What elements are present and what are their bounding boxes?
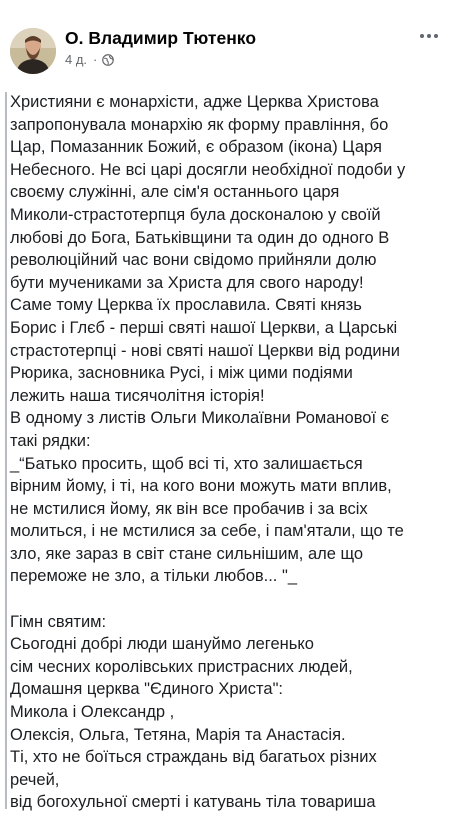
- post-line: Ті, хто не боїться страждань від багатьох різних: [10, 748, 377, 767]
- post-line: _“Батько просить, щоб всі ті, хто залишається: [10, 454, 363, 473]
- post-line: В одному з листів Ольги Миколаївни Романової є: [10, 409, 390, 428]
- post-line: Цар, Помазанник Божий, є образом (ікона) Царя: [10, 138, 382, 157]
- post-line: вірним йому, і ті, на кого вони можуть мати вплив,: [10, 477, 392, 496]
- more-dot: [420, 34, 424, 38]
- post-timestamp[interactable]: 4 д.: [65, 52, 88, 67]
- post-line: від богохульної смерті і катувань тіла товариша: [10, 793, 376, 812]
- post-line: бути мучениками за Христа для свого народу!: [10, 273, 364, 292]
- more-dot: [434, 34, 438, 38]
- post-line: любові до Бога, Батьківщини та один до одного В: [10, 228, 390, 247]
- post-line: не мстилися йому, як він все пробачив і за всіх: [10, 499, 368, 518]
- post-line: своєму служінні, але сім'я останнього царя: [10, 183, 340, 202]
- post-line: Домашня церква "Єдиного Христа":: [10, 680, 284, 699]
- post-line: Микола і Олександр ,: [10, 703, 175, 722]
- more-dot: [427, 34, 431, 38]
- author-avatar[interactable]: [10, 28, 56, 74]
- author-name[interactable]: О. Владимир Тютенко: [65, 28, 257, 48]
- meta-separator: ·: [93, 52, 98, 67]
- post-line: Гімн святим:: [10, 612, 107, 631]
- post-line: Борис і Глєб - перші святі нашої Церкви, а Царські: [10, 318, 398, 337]
- post-meta: [65, 52, 114, 67]
- post-line: Небесного. Не всі царі досягли необхідної подоби у: [10, 160, 406, 179]
- post-line: сім чесних королівських пристрасних людей,: [10, 657, 353, 676]
- post-line-blank: [10, 588, 450, 611]
- post-line: переможе не зло, а тільки любов... "_: [10, 567, 298, 586]
- post-line: Миколи-страстотерпця була досконалою у своїй: [10, 205, 381, 224]
- post-body: [10, 91, 450, 814]
- post-line: молиться, і не мстилися за себе, і пам'ятали, що те: [10, 522, 404, 541]
- avatar-photo: [10, 28, 56, 74]
- post-line: страстотерпці - нові святі нашої Церкви від родини: [10, 341, 400, 360]
- more-options-icon[interactable]: [417, 26, 441, 46]
- post-line: революційний час вони свідомо прийняли долю: [10, 251, 377, 270]
- quote-bar: [5, 92, 7, 809]
- post-line: такі рядки:: [10, 431, 91, 450]
- post-line: лежить наша тисячолітня історія!: [10, 386, 265, 405]
- post-line: речей,: [10, 770, 60, 789]
- post-line: Олексія, Ольга, Тетяна, Марія та Анастасія.: [10, 725, 346, 744]
- post-line: запропонувала монархію як форму правління, бо: [10, 115, 389, 134]
- post-line: Християни є монархісти, адже Церква Христова: [10, 93, 379, 111]
- post-line: Сьогодні добрі люди шануймо легенько: [10, 635, 314, 654]
- post-line: Рюрика, засновника Русі, і між цими подіями: [10, 364, 353, 383]
- post-header: [0, 0, 455, 80]
- post-line: Саме тому Церква їх прославила. Святі князь: [10, 296, 362, 315]
- post-line: зло, яке зараз в світ стане сильнішим, але що: [10, 544, 364, 563]
- globe-icon[interactable]: [102, 54, 114, 66]
